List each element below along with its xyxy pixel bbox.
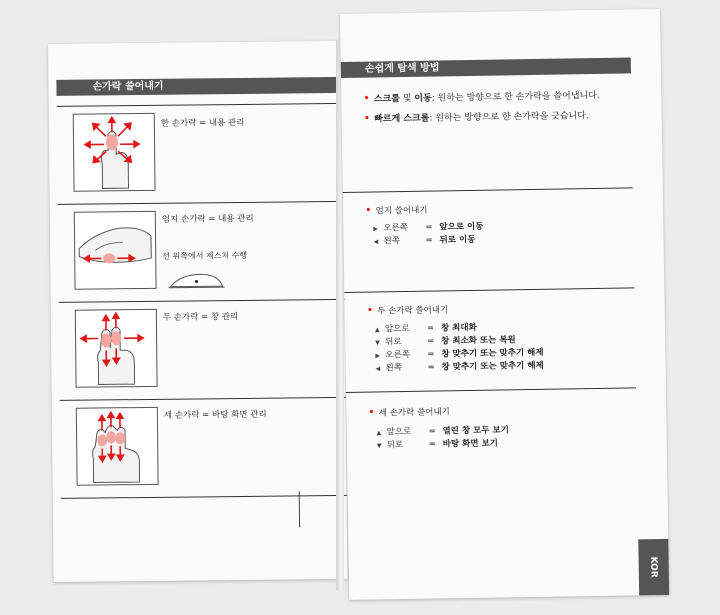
arrow-down-icon: ▼	[375, 339, 380, 347]
divider	[61, 495, 347, 499]
left-page	[48, 41, 348, 582]
action-row: ▶ 오른쪽 = 창 맞추기 또는 맞추기 해제	[375, 347, 544, 361]
divider	[346, 387, 636, 393]
gesture-label-three-finger: 세 손가락 = 바탕 화면 관리	[163, 409, 267, 421]
right-page	[340, 9, 669, 600]
mouse-side-icon	[166, 270, 226, 293]
page-mark	[299, 491, 300, 527]
arrow-left-icon: ◀	[375, 365, 381, 373]
intro-scroll: • 스크롤 및 이동: 원하는 방향으로 한 손가락을 쓸어냅니다.	[363, 90, 600, 105]
divider	[59, 299, 345, 303]
one-finger-swipe-icon	[73, 113, 156, 192]
language-tab: KOR	[638, 539, 669, 595]
arrow-right-icon: ▶	[375, 352, 381, 360]
two-finger-swipe-icon	[75, 309, 158, 388]
action-row: ◀ 왼쪽 = 뒤로 이동	[373, 234, 476, 247]
arrow-right-icon: ▶	[373, 225, 379, 233]
arrow-up-icon: ▲	[376, 429, 382, 437]
gesture-label-thumb: 엄지 손가락 = 내용 관리	[161, 213, 254, 225]
bullet-dot: •	[363, 91, 370, 105]
divider	[57, 103, 343, 107]
action-row: ▶ 오른쪽 = 앞으로 이동	[373, 221, 484, 234]
divider	[58, 201, 344, 205]
arrow-down-icon: ▼	[376, 442, 382, 450]
action-row: ▲ 앞으로 = 열린 창 모두 보기	[376, 425, 509, 438]
action-row: ◀ 왼쪽 = 창 맞추기 또는 맞추기 해제	[375, 360, 544, 374]
intro-fast-scroll: • 빠르게 스크롤: 원하는 방향으로 한 손가락을 긋습니다.	[363, 111, 589, 125]
section-title-thumb: • 엄지 쓸어내기	[364, 203, 428, 217]
three-finger-swipe-icon	[76, 407, 159, 486]
section-title-three-finger: • 세 손가락 쓸어내기	[368, 405, 450, 419]
divider	[344, 287, 634, 293]
gesture-note-thumb: 선 위쪽에서 제스처 수행	[162, 250, 248, 261]
section-title-two-finger: • 두 손가락 쓸어내기	[366, 303, 449, 317]
divider	[343, 187, 633, 193]
action-row: ▼ 뒤로 = 바탕 화면 보기	[376, 438, 499, 451]
thumb-swipe-icon	[74, 211, 157, 290]
action-row: ▼ 뒤로 = 창 최소화 또는 복원	[375, 335, 516, 348]
left-page-header: 손가락 쓸어내기	[56, 77, 342, 96]
bullet-dot: •	[363, 111, 371, 125]
divider	[60, 397, 346, 401]
right-page-header: 손쉽게 탐색 방법	[341, 57, 631, 78]
action-row: ▲ 앞으로 = 창 최대화	[374, 322, 477, 335]
gesture-label-one-finger: 한 손가락 = 내용 관리	[160, 117, 245, 129]
gesture-label-two-finger: 두 손가락 = 창 관리	[162, 312, 239, 323]
arrow-up-icon: ▲	[374, 326, 380, 334]
arrow-left-icon: ◀	[373, 238, 379, 246]
